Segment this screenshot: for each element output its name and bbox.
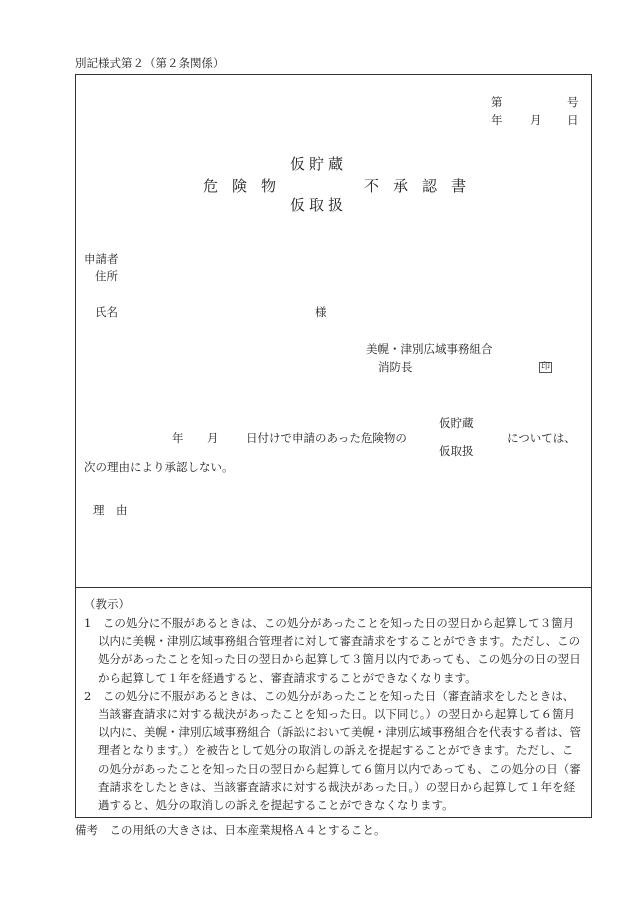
notice-item-number: 2 (84, 688, 92, 703)
title-char: 書 (451, 177, 467, 195)
honorific: 様 (315, 305, 327, 319)
number-go: 号 (567, 95, 579, 109)
date-month: 月 (530, 113, 542, 127)
issuer-organization: 美幌・津別広域事務組合 (366, 342, 493, 356)
notice-item-text: この処分に不服があるときは、この処分があったことを知った日（審査請求をしたときは、当該審査請求に対する裁決があったことを知った日。以下同じ。）の翌日から起算して６箇月以内に、美幌・津別広域事務組合（訴訟において美幌・津別広域事務組合を代表する者は、管理者となります。）を被告として処分の取消しの訴えを提起することができます。ただし、この処分があったことを知った日の翌日から起算して６箇月以内であっても、この処分の日（審査請求をしたときは、当該審査請求に対する裁決があった日。）の翌日から起算して１年を経過すると、処分の取消しの訴えを提起することができなくなります。 (98, 688, 581, 813)
notice-list (84, 614, 583, 814)
address-label: 住所 (95, 269, 118, 283)
title-char: 危 (203, 177, 219, 195)
notice-item (84, 687, 583, 814)
title-char: 認 (422, 177, 438, 195)
body-month: 月 (207, 431, 219, 445)
form-label: 別記様式第２（第２条関係） (75, 56, 225, 70)
remarks: 備考 この用紙の大きさは、日本産業規格Ａ４とすること。 (75, 823, 386, 837)
body-option-storage: 仮貯蔵 (439, 416, 474, 430)
title-option-handling: 仮取扱 (290, 196, 348, 214)
title-option-storage: 仮貯蔵 (290, 155, 348, 173)
reason-label: 理 由 (93, 503, 128, 517)
title-char: 承 (393, 177, 409, 195)
title-char: 険 (232, 177, 248, 195)
notice-item (84, 614, 583, 687)
issuer-title: 消防長 (378, 360, 413, 374)
name-label: 氏名 (95, 305, 118, 319)
body-about: については、 (507, 431, 576, 445)
applicant-heading: 申請者 (84, 252, 119, 266)
title-char: 不 (364, 177, 380, 195)
title-char: 物 (261, 177, 277, 195)
date-year: 年 (491, 113, 503, 127)
notice-divider (75, 587, 592, 588)
number-dai: 第 (491, 95, 503, 109)
body-option-handling: 仮取扱 (439, 444, 474, 458)
date-day: 日 (567, 113, 579, 127)
body-date-text: 日付けで申請のあった危険物の (246, 431, 407, 445)
notice-item-text: この処分に不服があるときは、この処分があったことを知った日の翌日から起算して３箇月以内に美幌・津別広域事務組合管理者に対して審査請求をすることができます。ただし、この処分があったことを知った日の翌日から起算して３箇月以内であっても、この処分の日の翌日から起算して１年を経過すると、審査請求することができなくなります。 (98, 616, 581, 685)
body-second-line: 次の理由により承認しない。 (84, 460, 234, 474)
body-year: 年 (172, 431, 184, 445)
seal-mark: 印 (541, 362, 551, 372)
notice-item-number: 1 (84, 616, 92, 630)
notice-heading: （教示） (84, 597, 130, 611)
